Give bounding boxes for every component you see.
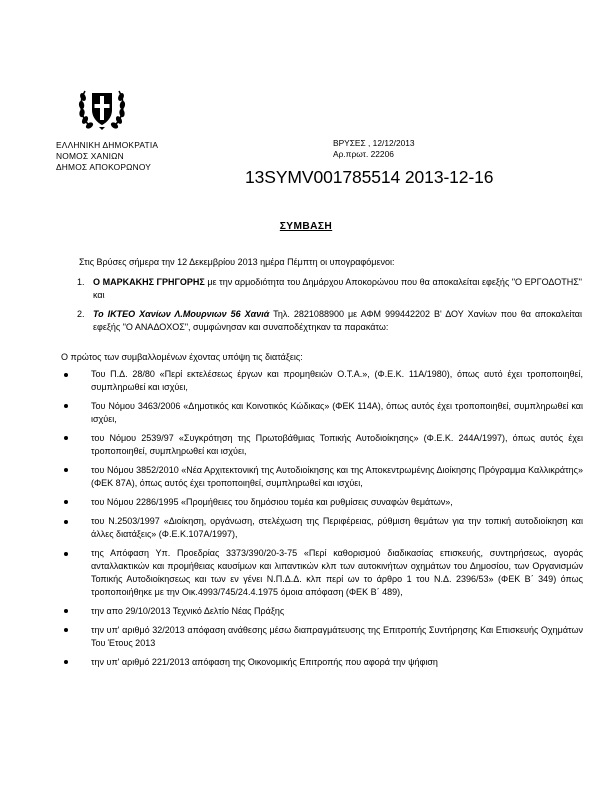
provision-text: την υπ' αριθμό 32/2013 απόφαση ανάθεσης μέσω διαπραγμάτευσης της Επιτροπής Συντήρησης Και Επισκευής Οχημάτων Του Έτους 2013: [91, 624, 583, 648]
list-item: [61, 368, 583, 394]
document-title: ΣΥΜΒΑΣΗ: [279, 221, 333, 232]
provisions-list: [61, 368, 583, 675]
bullet-icon: [64, 520, 68, 524]
ada-identifier: 13SYMV001785514 2013-12-16: [245, 167, 494, 187]
bullet-icon: [64, 609, 68, 613]
provision-text: Του Νόμου 3463/2006 «Δημοτικός και Κοινοτικός Κώδικας» (ΦΕΚ 114Α), όπως αυτός έχει τροποποιηθεί, συμπληρωθεί και ισχύει,: [91, 400, 583, 424]
intro-text: Στις Βρύσες σήμερα την 12 Δεκεμβρίου 2013 ημέρα Πέμπτη οι υπογραφόμενοι:: [79, 257, 395, 267]
bullet-icon: [64, 552, 68, 556]
provision-text: του Νόμου 3852/2010 «Νέα Αρχιτεκτονική της Αυτοδιοίκησης και της Αποκεντρωμένης Διοίκησης Πρόγραμμα Καλλικράτης» (ΦΕΚ 87Α), όπως αυτός έχει τροποποιηθεί, συμπληρωθεί και ισχύει,: [91, 464, 583, 488]
lead-text: Ο πρώτος των συμβαλλομένων έχοντας υπόψη τις διατάξεις:: [61, 352, 303, 362]
list-item: [61, 400, 583, 426]
provision-text: την απο 29/10/2013 Τεχνικό Δελτίο Νέας Πράξης: [91, 605, 285, 616]
provision-text: της Απόφαση Υπ. Προεδρίας 3373/390/20-3-75 «Περί καθορισμού διαδικασίας επισκευής, συντηρήσεως, αγοράς ανταλλακτικών και προμήθειας καυσίμων και λιπαντικών κλπ των αυτοκινήτων οχημάτων του Δημοσίου, των Οργανισμών Τοπικής Αυτοδιοίκησεως και των εν γένει Ν.Π.Δ.Δ. κλπ περί ων το άρθρο 1 του Ν.Δ. 2396/53» (ΦΕΚ Β΄ 349) όπως τροποποιήθηκε με την Οικ.4993/745/24.4.1975 όμοια απόφαση (ΦΕΚ Β΄ 489),: [91, 548, 583, 597]
party-item: [77, 308, 582, 333]
list-item: [61, 464, 583, 490]
party-number: 2.: [77, 309, 85, 319]
party-name: Ο ΜΑΡΚΑΚΗΣ ΓΡΗΓΟΡΗΣ: [93, 277, 205, 287]
place-date: ΒΡΥΣΕΣ , 12/12/2013: [333, 138, 415, 148]
bullet-icon: [64, 468, 68, 472]
provision-text: του Νόμου 2539/97 «Συγκρότηση της Πρωτοβάθμιας Τοπικής Αυτοδιοίκησης» (Φ.Ε.Κ. 244Α/1997), όπως αυτός έχει τροποποιηθεί, συμπληρωθεί και ισχύει,: [91, 432, 583, 456]
place-and-protocol: [333, 138, 415, 159]
party-description: με την αρμοδιότητα του Δημάρχου Αποκορώνου που θα αποκαλείται εφεξής "Ο ΕΡΓΟΔΟΤΗΣ" και: [93, 277, 582, 300]
provision-text: Του Π.Δ. 28/80 «Περί εκτελέσεως έργων και προμηθειών Ο.Τ.Α.», (Φ.Ε.Κ. 11Α/1980), όπως αυτό έχει τροποποιηθεί, συμπληρωθεί και ισχύει,: [91, 369, 583, 392]
bullet-icon: [64, 660, 68, 664]
authority-line: ΔΗΜΟΣ ΑΠΟΚΟΡΩΝΟΥ: [56, 161, 152, 172]
party-description: Τηλ. 2821088900 με ΑΦΜ 999442202 Β' ΔΟΥ Χανίων που θα αποκαλείται εφεξής "Ο ΑΝΑΔΟΧΟΣ", συμφώνησαν και συναποδέχτηκαν τα παρακάτω:: [93, 309, 582, 332]
bullet-icon: [64, 436, 68, 440]
party-number: 1.: [77, 277, 85, 287]
protocol-number: Αρ.πρωτ. 22206: [333, 148, 394, 159]
party-item: [77, 276, 582, 301]
party-name: Το ΙΚΤΕΟ Χανίων Λ.Μουρνιων 56 Χανιά: [93, 309, 270, 319]
bullet-icon: [64, 628, 68, 632]
authority-line: ΝΟΜΟΣ ΧΑΝΙΩΝ: [56, 150, 124, 161]
list-item: [61, 656, 583, 669]
list-item: [61, 515, 583, 541]
bullet-icon: [64, 373, 68, 377]
list-item: [61, 432, 583, 458]
authority-line: ΕΛΛΗΝΙΚΗ ΔΗΜΟΚΡΑΤΙΑ: [56, 140, 159, 150]
list-item: [61, 547, 583, 598]
provision-text: του Ν.2503/1997 «Διοίκηση, οργάνωση, στελέχωση της Περιφέρειας, ρύθμιση θεμάτων για την τοπική αυτοδιοίκηση και άλλες διατάξεις» (Φ.Ε.Κ.107Α/1997),: [91, 516, 583, 539]
greek-state-emblem: [77, 83, 127, 133]
bullet-icon: [64, 500, 68, 504]
list-item: [61, 624, 583, 650]
list-item: [61, 605, 583, 618]
provision-text: του Νόμου 2286/1995 «Προμήθειες του δημόσιου τομέα και ρυθμίσεις συναφών θεμάτων»,: [91, 496, 453, 507]
list-item: [61, 496, 583, 509]
bullet-icon: [64, 404, 68, 408]
issuing-authority: [56, 140, 158, 172]
provision-text: την υπ' αριθμό 221/2013 απόφαση της Οικονομικής Επιτροπής που αφορά την ψήφιση: [91, 656, 438, 667]
